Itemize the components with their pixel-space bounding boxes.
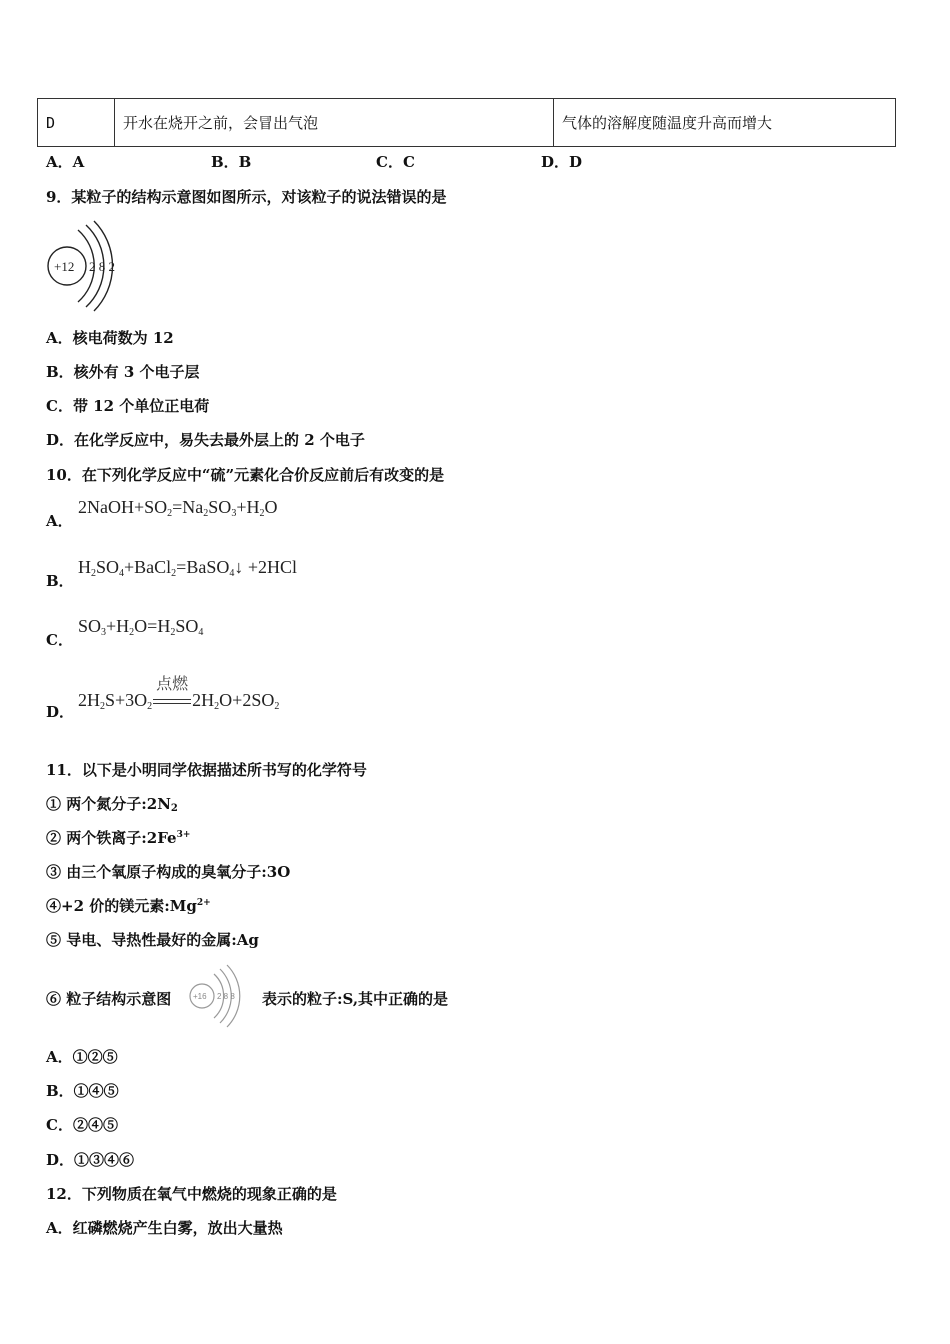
q11-option-b[interactable]: B．①④⑤: [46, 1082, 119, 1100]
q10-equation-a: $2NaOH+SO_2=Na_2SO_3+H_2O$: [78, 497, 278, 519]
q10-equation-c: $SO_3+H_2O=H_2SO_4$: [78, 616, 204, 638]
q11-nucleus-label: +16: [193, 992, 207, 1001]
q11-item-2: ② 两个铁离子$:2Fe^{3+}$: [46, 829, 191, 847]
q11-item-5: ⑤ 导电、导热性最好的金属:Ag: [46, 931, 259, 949]
table-row: [38, 99, 896, 147]
q10-option-a-label[interactable]: A．: [46, 512, 73, 530]
q9-nucleus-label: +12: [54, 259, 75, 274]
q9-electron-label: 2 8 2: [89, 259, 115, 274]
condition-label: 点燃: [156, 676, 189, 693]
q11-atom-diagram: [187, 962, 253, 1030]
table-cell-phenomenon: 开水在烧开之前，会冒出气泡: [115, 99, 554, 147]
q8-option-d[interactable]: D．D: [541, 153, 583, 171]
q10-option-d-label[interactable]: D．: [46, 703, 75, 721]
q9-atom-diagram: [44, 218, 128, 314]
q11-electron-label: 2 8 8: [217, 992, 235, 1001]
q10-option-b-label[interactable]: B．: [46, 572, 74, 590]
q8-option-b[interactable]: B．B: [211, 153, 252, 171]
q11-stem: 11．以下是小明同学依据描述所书写的化学符号: [46, 761, 367, 779]
table-cell-label: D: [38, 99, 115, 147]
answer-table: [37, 98, 896, 147]
q11-item-6-prefix: ⑥ 粒子结构示意图: [46, 990, 172, 1008]
q11-item-1: ① 两个氮分子$:2N_2$: [46, 795, 178, 814]
q10-option-c-label[interactable]: C．: [46, 631, 73, 649]
q8-option-c[interactable]: C．C: [376, 153, 415, 171]
q11-option-a[interactable]: A．①②⑤: [46, 1048, 118, 1066]
q9-option-a[interactable]: A．核电荷数为 12: [46, 329, 174, 347]
q9-option-c[interactable]: C．带 12 个单位正电荷: [46, 397, 210, 415]
q10-equation-b: $H_2SO_4+BaCl_2=BaSO_4↓ +2HCl$: [78, 557, 297, 579]
q9-stem: 9．某粒子的结构示意图如图所示，对该粒子的说法错误的是: [46, 188, 447, 206]
table-cell-explanation: 气体的溶解度随温度升高而增大: [554, 99, 896, 147]
q12-stem: 12．下列物质在氧气中燃烧的现象正确的是: [46, 1185, 337, 1203]
reaction-condition: [152, 676, 192, 711]
q11-option-d[interactable]: D．①③④⑥: [46, 1151, 135, 1169]
q11-option-c[interactable]: C．②④⑤: [46, 1116, 118, 1134]
q10-stem: 10．在下列化学反应中“硫”元素化合价反应前后有改变的是: [46, 466, 445, 484]
q11-item-4: ④+2 价的镁元素$:Mg^{2+}$: [46, 897, 211, 915]
q11-item-3: ③ 由三个氧原子构成的臭氧分子:3O: [46, 863, 291, 881]
q11-item-6-suffix: 表示的粒子:S,其中正确的是: [262, 990, 449, 1008]
q9-option-b[interactable]: B．核外有 3 个电子层: [46, 363, 200, 381]
q8-option-a[interactable]: A．A: [46, 153, 85, 171]
q12-option-a[interactable]: A．红磷燃烧产生白雾，放出大量热: [46, 1219, 283, 1237]
q9-option-d[interactable]: D．在化学反应中，易失去最外层上的 2 个电子: [46, 431, 365, 449]
q10-equation-d: $2H_2S+3O_2$ 点燃 $2H_2O+2SO_2$: [78, 690, 279, 712]
